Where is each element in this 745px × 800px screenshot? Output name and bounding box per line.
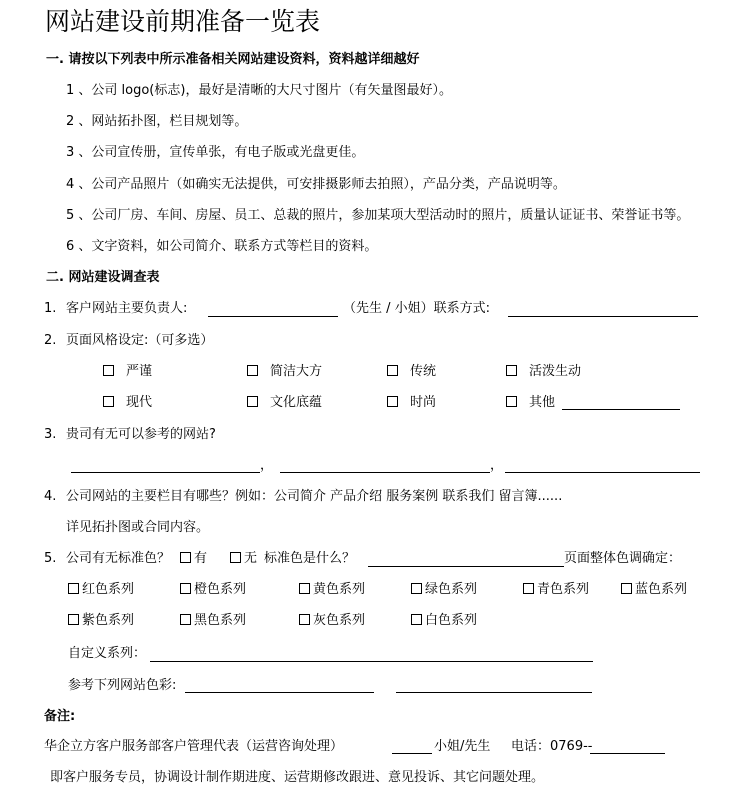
- reference-site-field-1[interactable]: [71, 472, 260, 473]
- notes-line1-label: 华企立方客户服务部客户管理代表（运营咨询处理）: [44, 739, 344, 754]
- style-option-traditional[interactable]: 传统: [387, 364, 436, 380]
- color-option-gray[interactable]: 灰色系列: [299, 613, 365, 629]
- color-option-blue[interactable]: 蓝色系列: [621, 582, 687, 598]
- page-title: 网站建设前期准备一览表: [45, 7, 321, 36]
- checkbox-icon: [506, 396, 517, 407]
- style-option-strict[interactable]: 严谨: [103, 364, 152, 380]
- q3-number: 3.: [44, 427, 57, 442]
- checkbox-icon: [103, 396, 114, 407]
- color-option-cyan[interactable]: 青色系列: [523, 582, 589, 598]
- section1-item-3: 3 、公司宣传册，宣传单张，有电子版或光盘更佳。: [66, 145, 365, 160]
- q5-ask-label: 标准色是什么？: [264, 551, 356, 566]
- checkbox-icon: [247, 365, 258, 376]
- checkbox-icon: [506, 365, 517, 376]
- checkbox-icon: [411, 583, 422, 594]
- checkbox-icon: [247, 396, 258, 407]
- checkbox-icon: [411, 614, 422, 625]
- style-option-fashion[interactable]: 时尚: [387, 395, 436, 411]
- custom-series-label: 自定义系列：: [68, 646, 147, 661]
- style-option-lively[interactable]: 活泼生动: [506, 364, 581, 380]
- checkbox-icon: [180, 614, 191, 625]
- color-option-green[interactable]: 绿色系列: [411, 582, 477, 598]
- checkbox-icon: [621, 583, 632, 594]
- style-option-other[interactable]: 其他: [506, 395, 555, 411]
- q4-number: 4.: [44, 489, 57, 504]
- color-option-white[interactable]: 白色系列: [411, 613, 477, 629]
- q2-number: 2.: [44, 333, 57, 348]
- checkbox-icon: [230, 552, 241, 563]
- color-option-purple[interactable]: 紫色系列: [68, 613, 134, 629]
- standard-color-no[interactable]: 无: [230, 551, 257, 567]
- standard-color-field[interactable]: [368, 566, 564, 567]
- q5-tail-label: 页面整体色调确定：: [564, 551, 682, 566]
- section1-item-2: 2 、网站拓扑图，栏目规划等。: [66, 114, 248, 129]
- q1-contact-method-field[interactable]: [508, 316, 698, 317]
- notes-line2: 即客户服务专员，协调设计制作期进度、运营期修改跟进、意见投诉、其它问题处理。: [50, 770, 545, 785]
- checkbox-icon: [299, 614, 310, 625]
- style-option-simple[interactable]: 简洁大方: [247, 364, 322, 380]
- notes-phone-field[interactable]: [590, 753, 665, 754]
- checkbox-icon: [68, 614, 79, 625]
- standard-color-yes[interactable]: 有: [180, 551, 207, 567]
- section1-heading: 一. 请按以下列表中所示准备相关网站建设资料，资料越详细越好: [46, 52, 420, 67]
- checkbox-icon: [68, 583, 79, 594]
- style-option-culture[interactable]: 文化底蕴: [247, 395, 322, 411]
- checkbox-icon: [103, 365, 114, 376]
- custom-series-field[interactable]: [150, 661, 593, 662]
- q1-contact-person-field[interactable]: [208, 316, 338, 317]
- checkbox-icon: [387, 396, 398, 407]
- reference-colors-label: 参考下列网站色彩:: [68, 678, 177, 693]
- section1-item-6: 6 、文字资料，如公司简介、联系方式等栏目的资料。: [66, 239, 378, 254]
- section1-item-4: 4 、公司产品照片（如确实无法提供，可安排摄影师去拍照），产品分类，产品说明等。: [66, 177, 566, 192]
- checkbox-icon: [180, 552, 191, 563]
- reference-site-field-2[interactable]: [280, 472, 490, 473]
- reference-colors-field-1[interactable]: [185, 692, 374, 693]
- reference-site-field-3[interactable]: [505, 472, 700, 473]
- q3-separator: ，: [490, 458, 504, 473]
- notes-title-label: 小姐/先生: [434, 739, 491, 754]
- q1-label: 客户网站主要负责人:: [66, 301, 188, 316]
- q3-label: 贵司有无可以参考的网站?: [66, 427, 216, 442]
- q5-label: 公司有无标准色？: [66, 551, 171, 566]
- style-option-modern[interactable]: 现代: [103, 395, 152, 411]
- color-option-yellow[interactable]: 黄色系列: [299, 582, 365, 598]
- q1-middle-label: （先生 / 小姐）联系方式:: [343, 301, 491, 316]
- color-option-red[interactable]: 红色系列: [68, 582, 134, 598]
- checkbox-icon: [180, 583, 191, 594]
- notes-name-field[interactable]: [392, 753, 432, 754]
- q2-label: 页面风格设定:（可多选）: [66, 333, 214, 348]
- notes-phone-label: 电话：0769--: [511, 739, 593, 754]
- style-other-field[interactable]: [562, 409, 680, 410]
- color-option-black[interactable]: 黑色系列: [180, 613, 246, 629]
- section2-heading: 二. 网站建设调查表: [46, 270, 160, 285]
- q4-line2: 详见拓扑图或合同内容。: [66, 520, 210, 535]
- q3-separator: ，: [260, 458, 274, 473]
- checkbox-icon: [523, 583, 534, 594]
- section1-item-5: 5 、公司厂房、车间、房屋、员工、总裁的照片，参加某项大型活动时的照片，质量认证证书、荣誉证书等。: [66, 208, 690, 223]
- color-option-orange[interactable]: 橙色系列: [180, 582, 246, 598]
- q1-number: 1.: [44, 301, 57, 316]
- checkbox-icon: [387, 365, 398, 376]
- q5-number: 5.: [44, 551, 57, 566]
- reference-colors-field-2[interactable]: [396, 692, 592, 693]
- q4-label: 公司网站的主要栏目有哪些？例如：公司简介 产品介绍 服务案例 联系我们 留言簿......: [66, 489, 563, 504]
- notes-heading: 备注:: [44, 709, 76, 724]
- section1-item-1: 1 、公司 logo(标志)，最好是清晰的大尺寸图片（有矢量图最好）。: [66, 83, 452, 98]
- checkbox-icon: [299, 583, 310, 594]
